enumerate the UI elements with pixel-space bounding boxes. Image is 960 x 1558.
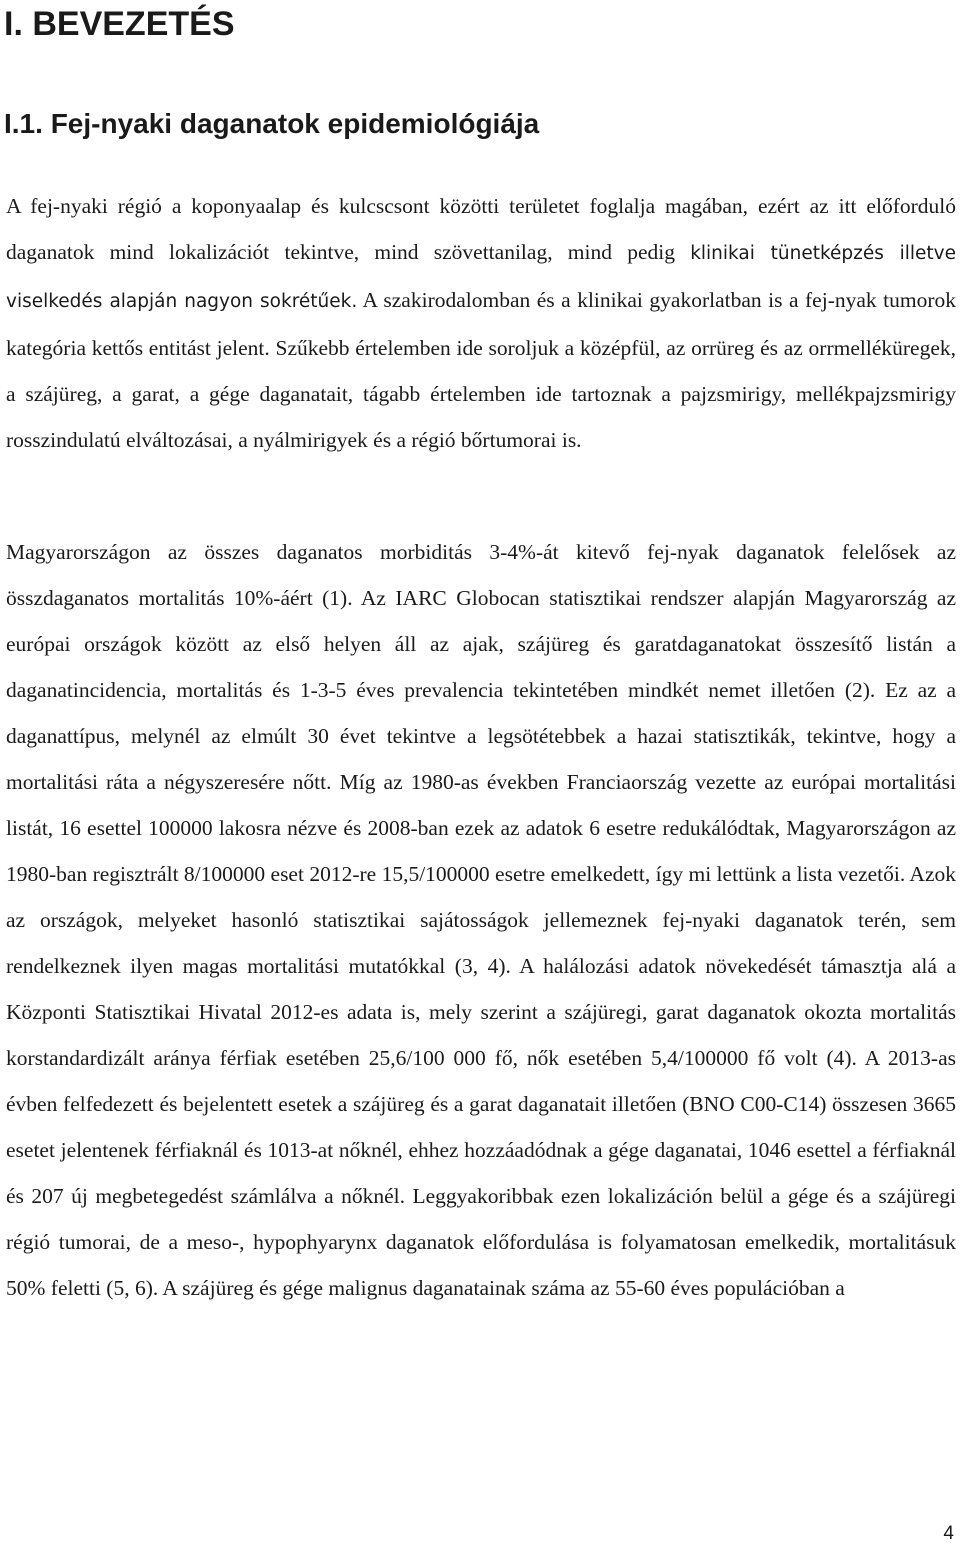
paragraph-1-part-c: A szakirodalomban és a klinikai gyakorlatban is a fej-nyak tumorok kategória kettős entitást jelent. Szűkebb értelemben ide soroljuk a középfül, az orrüreg és az orrmelléküregek, a szájüreg, a garat, a gége daganatait, tágabb értelemben ide tartoznak a pajzsmirigy, mellékpajzsmirigy rosszindulatú elváltozásai, a nyálmirigyek és a régió bőrtumorai is. — [6, 288, 956, 452]
paragraph-1 — [6, 183, 956, 463]
paragraph-2: Magyarországon az összes daganatos morbiditás 3-4%-át kitevő fej-nyak daganatok felelősek az összdaganatos mortalitás 10%-áért (1). Az IARC Globocan statisztikai rendszer alapján Magyarország az európai országok között az első helyen áll az ajak, szájüreg és garatdaganatokat összesítő listán a daganatincidencia, mortalitás és 1-3-5 éves prevalencia tekintetében mindkét nemet illetően (2). Ez az a daganattípus, melynél az elmúlt 30 évet tekintve a legsötétebbek a hazai statisztikák, tekintve, hogy a mortalitási ráta a négyszeresére nőtt. Míg az 1980-as években Franciaország vezette az európai mortalitási listát, 16 esettel 100000 lakosra nézve és 2008-ban ezek az adatok 6 esetre redukálódtak, Magyarországon az 1980-ban regisztrált 8/100000 eset 2012-re 15,5/100000 esetre emelkedett, így mi lettünk a lista vezetői. Azok az országok, melyeket hasonló statisztikai sajátosságok jellemeznek fej-nyaki daganatok terén, sem rendelkeznek ilyen magas mortalitási mutatókkal (3, 4). A halálozási adatok növekedését támasztja alá a Központi Statisztikai Hivatal 2012-es adata is, mely szerint a szájüregi, garat daganatok okozta mortalitás korstandardizált aránya férfiak esetében 25,6/100 000 fő, nők esetében 5,4/100000 fő volt (4). A 2013-as évben felfedezett és bejelentett esetek a szájüreg és a garat daganatait illetően (BNO C00-C14) összesen 3665 esetet jelentenek férfiaknál és 1013-at nőknél, ehhez hozzáadódnak a gége daganatai, 1046 esettel a férfiaknál és 207 új megbetegedést számlálva a nőknél. Leggyakoribbak ezen lokalizáción belül a gége és a szájüregi régió tumorai, de a meso-, hypophyarynx daganatok előfordulása is folyamatosan emelkedik, mortalitásuk 50% feletti (5, 6). A szájüreg és gége malignus daganatainak száma az 55-60 éves populációban a — [6, 540, 956, 1300]
section-heading: I.1. Fej-nyaki daganatok epidemiológiája — [4, 108, 540, 139]
chapter-heading: I. BEVEZETÉS — [4, 5, 235, 43]
paragraph-1-part-a: A fej-nyaki régió a koponyaalap és kulcscsont közötti területet foglalja magában, ezért az itt előforduló daganatok mind lokalizációt tekintve, mind szövettanilag, mind pedig — [6, 194, 956, 264]
paragraph-1-part-b: klinikai tünetképzés illetve viselkedés alapján nagyon sokrétűek. — [6, 243, 956, 312]
page-number: 4 — [943, 1523, 954, 1544]
